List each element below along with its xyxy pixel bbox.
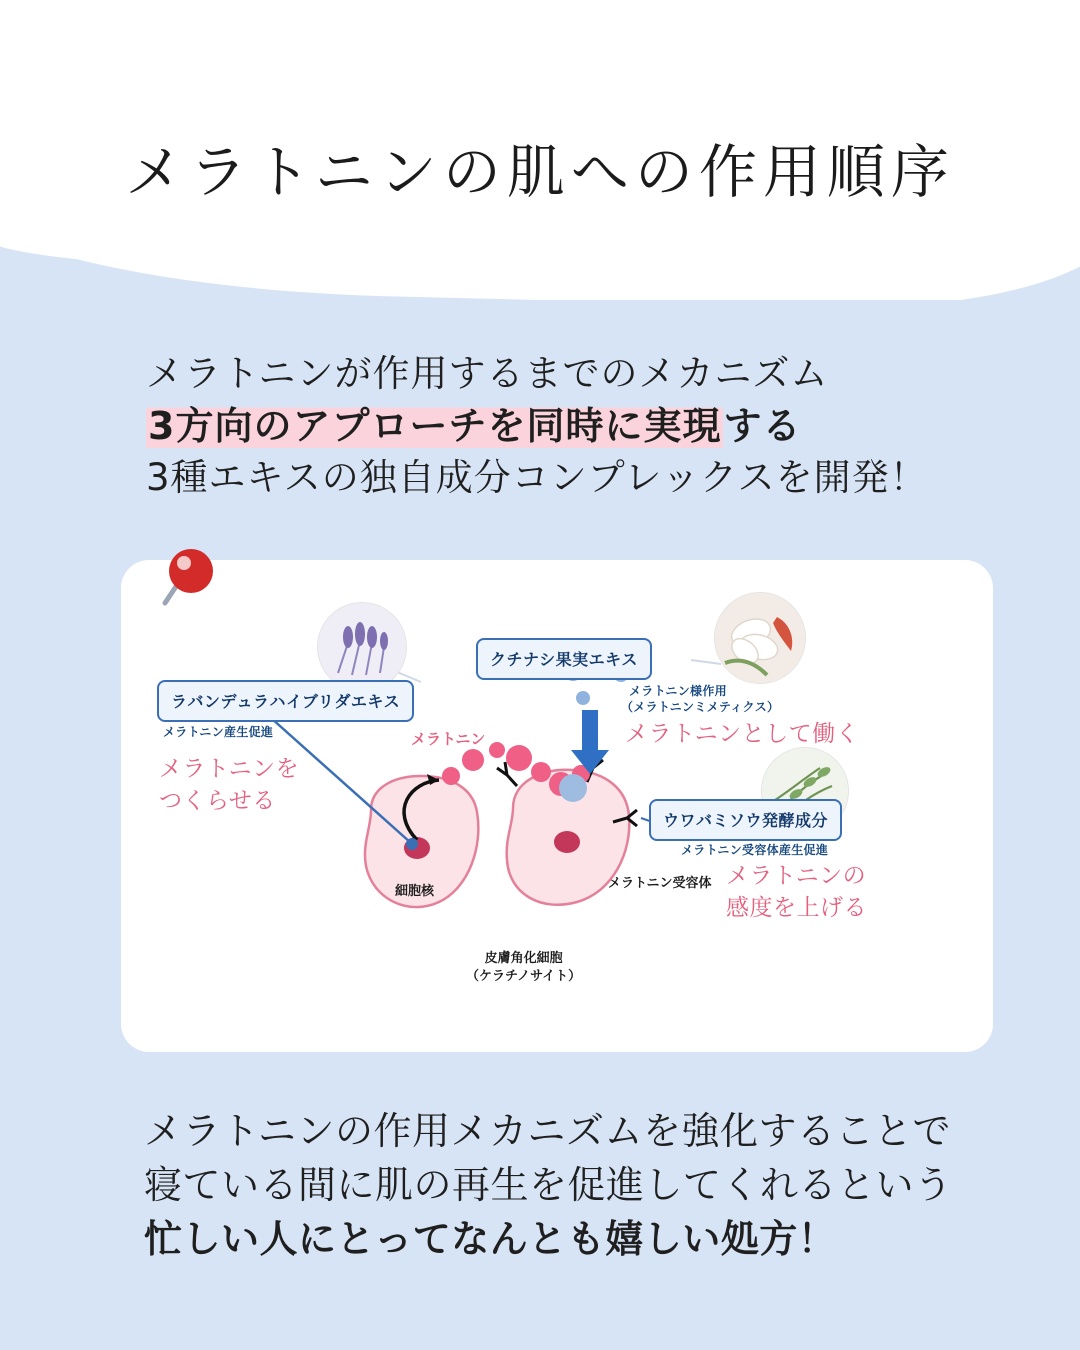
outro-line-2: 寝ている間に肌の再生を促進してくれるという — [144, 1163, 953, 1207]
effect-lavandula — [159, 753, 299, 817]
sub-gardenia-2: （メラトニンミメティクス） — [621, 700, 780, 714]
cell-nucleus-right — [554, 831, 580, 853]
label-melatonin: メラトニン — [411, 730, 486, 748]
outro-text-block — [144, 1104, 1024, 1266]
lavandula-connector-dot — [406, 838, 418, 850]
effect-uwabami-line1: メラトニンの — [726, 863, 867, 889]
label-keratinocyte — [466, 950, 581, 986]
intro-line-3: 3種エキスの独自成分コンプレックスを開発！ — [146, 456, 928, 499]
lavender-photo — [317, 602, 407, 692]
push-pin-icon — [155, 545, 225, 615]
mimetic-arrow — [571, 710, 609, 774]
diagram-card — [121, 560, 993, 1052]
label-receptor: メラトニン受容体 — [608, 876, 712, 891]
gardenia-photo-connector — [691, 660, 721, 664]
outro-line-1: メラトニンの作用メカニズムを強化することで — [144, 1109, 951, 1153]
intro-text-block — [146, 348, 1006, 504]
effect-lavandula-line1: メラトニンを — [159, 756, 300, 782]
sub-uwabami: メラトニン受容体産生促進 — [681, 843, 829, 857]
effect-lavandula-line2: つくらせる — [159, 788, 276, 814]
outro-line-3: 忙しい人にとってなんとも嬉しい処方！ — [144, 1217, 837, 1261]
label-keratinocyte-line1: 皮膚角化細胞 — [484, 951, 563, 966]
label-nucleus: 細胞核 — [395, 884, 435, 899]
intro-line-2 — [146, 400, 1006, 452]
sub-lavandula: メラトニン産生促進 — [163, 725, 274, 739]
label-keratinocyte-line2: （ケラチノサイト） — [466, 969, 582, 984]
effect-uwabami-line2: 感度を上げる — [726, 895, 867, 921]
intro-line-1: メラトニンが作用するまでのメカニズム — [146, 352, 829, 395]
intro-highlight: 3方向のアプローチを同時に実現 — [148, 404, 722, 448]
chip-gardenia: クチナシ果実エキス — [476, 638, 652, 680]
effect-uwabami — [726, 860, 867, 924]
intro-line-2-tail: する — [723, 404, 802, 448]
page-title: メラトニンの肌への作用順序 — [125, 138, 955, 206]
sub-gardenia-1: メラトニン様作用 — [629, 684, 727, 698]
chip-uwabami: ウワバミソウ発酵成分 — [649, 799, 842, 841]
chip-lavandula: ラバンデュラハイブリダエキス — [157, 680, 414, 722]
gardenia-flower-photo — [714, 592, 806, 684]
effect-gardenia: メラトニンとして働く — [625, 721, 860, 747]
